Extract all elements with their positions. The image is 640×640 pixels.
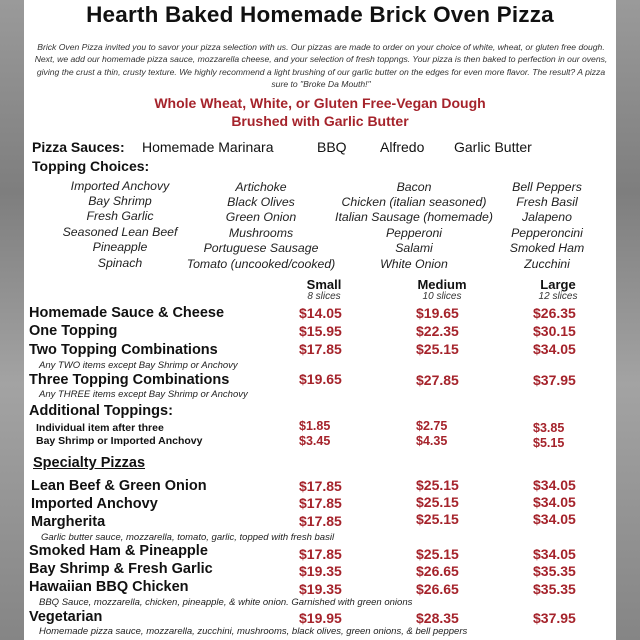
topping-item: Pineapple — [92, 240, 148, 254]
topping-item: Jalapeno — [522, 210, 572, 224]
topping-item: Mushrooms — [228, 226, 294, 240]
price-medium: $4.35 — [416, 434, 448, 448]
menu-item-name: Three Topping Combinations — [29, 372, 230, 388]
specialty-heading: Specialty Pizzas — [33, 455, 146, 471]
toppings-label: Topping Choices: — [32, 158, 150, 174]
price-small: $19.65 — [299, 371, 342, 387]
right-stone-border — [616, 0, 640, 640]
specialty-item-note: Garlic butter sauce, mozzarella, tomato, garlic, topped with fresh basil — [41, 532, 335, 543]
price-medium: $28.35 — [416, 610, 459, 626]
price-large: $26.35 — [533, 305, 576, 321]
price-large: $35.35 — [533, 581, 576, 597]
specialty-item-name: Bay Shrimp & Fresh Garlic — [29, 561, 213, 577]
price-small: $19.95 — [299, 610, 342, 626]
specialty-item-note: Homemade pizza sauce, mozzarella, zucchini, mushrooms, black olives, green onions, & bell peppers — [39, 626, 468, 637]
topping-item: Bacon — [396, 180, 432, 194]
sauce-alfredo: Alfredo — [380, 139, 425, 155]
size-large: Large — [540, 277, 576, 292]
topping-item: Spinach — [97, 256, 143, 270]
price-small: $19.35 — [299, 581, 342, 597]
topping-item: Pepperoncini — [511, 226, 583, 240]
specialty-item-name: Hawaiian BBQ Chicken — [29, 579, 189, 595]
dough-options: Whole Wheat, White, or Gluten Free-Vegan Dough — [154, 95, 486, 111]
menu-item-name: One Topping — [29, 323, 118, 339]
topping-item: Italian Sausage (homemade) — [335, 210, 493, 224]
topping-item: Tomato (uncooked/cooked) — [186, 257, 336, 271]
topping-item: Bell Peppers — [512, 180, 582, 194]
price-large: $34.05 — [533, 477, 576, 493]
intro-paragraph: Brick Oven Pizza invited you to savor your pizza selection with us. Our pizzas are made to order on your choice of white, wheat, or gluten free dough. Next, we add our homemade pizza sauce, mozzarella cheese, and your selection of fresh toppngs. Your pizza is then baked to perfection in our ovens, giving the crust a thin, crusty texture. We highly recommend a light brushing of our garlic butter on the edges for even more flavor. The result? A pizza sure to "Broke Da Mouth!" — [34, 42, 608, 89]
price-large: $37.95 — [533, 372, 576, 388]
topping-item: Seasoned Lean Beef — [62, 225, 178, 239]
price-large: $3.85 — [533, 421, 565, 435]
size-medium: Medium — [417, 277, 467, 292]
size-medium-slices: 10 slices — [422, 291, 462, 302]
topping-item: Portuguese Sausage — [203, 241, 319, 255]
sauces-label: Pizza Sauces: — [32, 139, 125, 155]
sauce-bbq: BBQ — [317, 139, 347, 155]
price-medium: $2.75 — [416, 419, 448, 433]
additional-item-name: Bay Shrimp or Imported Anchovy — [36, 435, 203, 447]
size-small: Small — [306, 277, 342, 292]
specialty-item-name: Margherita — [31, 514, 106, 530]
topping-item: Fresh Basil — [516, 195, 578, 209]
menu-item-name: Homemade Sauce & Cheese — [29, 305, 225, 321]
price-medium: $22.35 — [416, 323, 459, 339]
topping-item: Artichoke — [235, 180, 287, 194]
topping-item: Bay Shrimp — [88, 194, 152, 208]
price-medium: $25.15 — [416, 546, 459, 562]
topping-item: Chicken (italian seasoned) — [341, 195, 487, 209]
garlic-butter-note: Brushed with Garlic Butter — [231, 113, 409, 129]
menu-item-note: Any THREE items except Bay Shrimp or Anchovy — [39, 389, 248, 400]
price-medium: $25.15 — [416, 341, 459, 357]
topping-item: Zucchini — [524, 257, 570, 271]
topping-item: Fresh Garlic — [86, 209, 154, 223]
menu-sheet — [24, 0, 616, 640]
price-small: $17.85 — [299, 478, 342, 494]
price-large: $37.95 — [533, 610, 576, 626]
price-medium: $25.15 — [416, 477, 459, 493]
topping-item: Imported Anchovy — [70, 179, 170, 193]
additional-toppings-label: Additional Toppings: — [29, 403, 173, 419]
price-large: $34.05 — [533, 546, 576, 562]
topping-item: Salami — [395, 241, 433, 255]
topping-item: Green Onion — [225, 210, 297, 224]
price-large: $35.35 — [533, 563, 576, 579]
menu-item-name: Two Topping Combinations — [29, 342, 218, 358]
topping-item: Black Olives — [227, 195, 295, 209]
price-small: $19.35 — [299, 563, 342, 579]
price-small: $17.85 — [299, 546, 342, 562]
price-large: $34.05 — [533, 511, 576, 527]
price-medium: $26.65 — [416, 581, 459, 597]
price-medium: $25.15 — [416, 494, 459, 510]
additional-item-name: Individual item after three — [36, 422, 164, 434]
price-small: $1.85 — [299, 419, 331, 433]
specialty-item-name: Vegetarian — [29, 609, 103, 625]
specialty-item-name: Lean Beef & Green Onion — [31, 478, 207, 494]
specialty-item-name: Smoked Ham & Pineapple — [29, 543, 208, 559]
price-large: $34.05 — [533, 494, 576, 510]
price-small: $17.85 — [299, 341, 342, 357]
price-large: $34.05 — [533, 341, 576, 357]
size-large-slices: 12 slices — [538, 291, 578, 302]
topping-item: White Onion — [380, 257, 448, 271]
menu-item-note: Any TWO items except Bay Shrimp or Anchovy — [39, 360, 238, 371]
left-stone-border — [0, 0, 24, 640]
topping-item: Pepperoni — [385, 226, 443, 240]
price-small: $14.05 — [299, 305, 342, 321]
size-small-slices: 8 slices — [307, 291, 341, 302]
sauce-garlic-butter: Garlic Butter — [454, 139, 532, 155]
price-medium: $26.65 — [416, 563, 459, 579]
price-large: $30.15 — [533, 323, 576, 339]
price-large: $5.15 — [533, 436, 565, 450]
price-medium: $27.85 — [416, 372, 459, 388]
price-small: $15.95 — [299, 323, 342, 339]
sauce-marinara: Homemade Marinara — [142, 139, 274, 155]
price-medium: $19.65 — [416, 305, 459, 321]
price-small: $3.45 — [299, 434, 331, 448]
price-small: $17.85 — [299, 513, 342, 529]
topping-item: Smoked Ham — [509, 241, 585, 255]
page-title: Hearth Baked Homemade Brick Oven Pizza — [86, 2, 554, 27]
specialty-item-note: BBQ Sauce, mozzarella, chicken, pineapple, & white onion. Garnished with green onions — [39, 597, 413, 608]
price-small: $17.85 — [299, 495, 342, 511]
price-medium: $25.15 — [416, 511, 459, 527]
specialty-item-name: Imported Anchovy — [31, 496, 158, 512]
